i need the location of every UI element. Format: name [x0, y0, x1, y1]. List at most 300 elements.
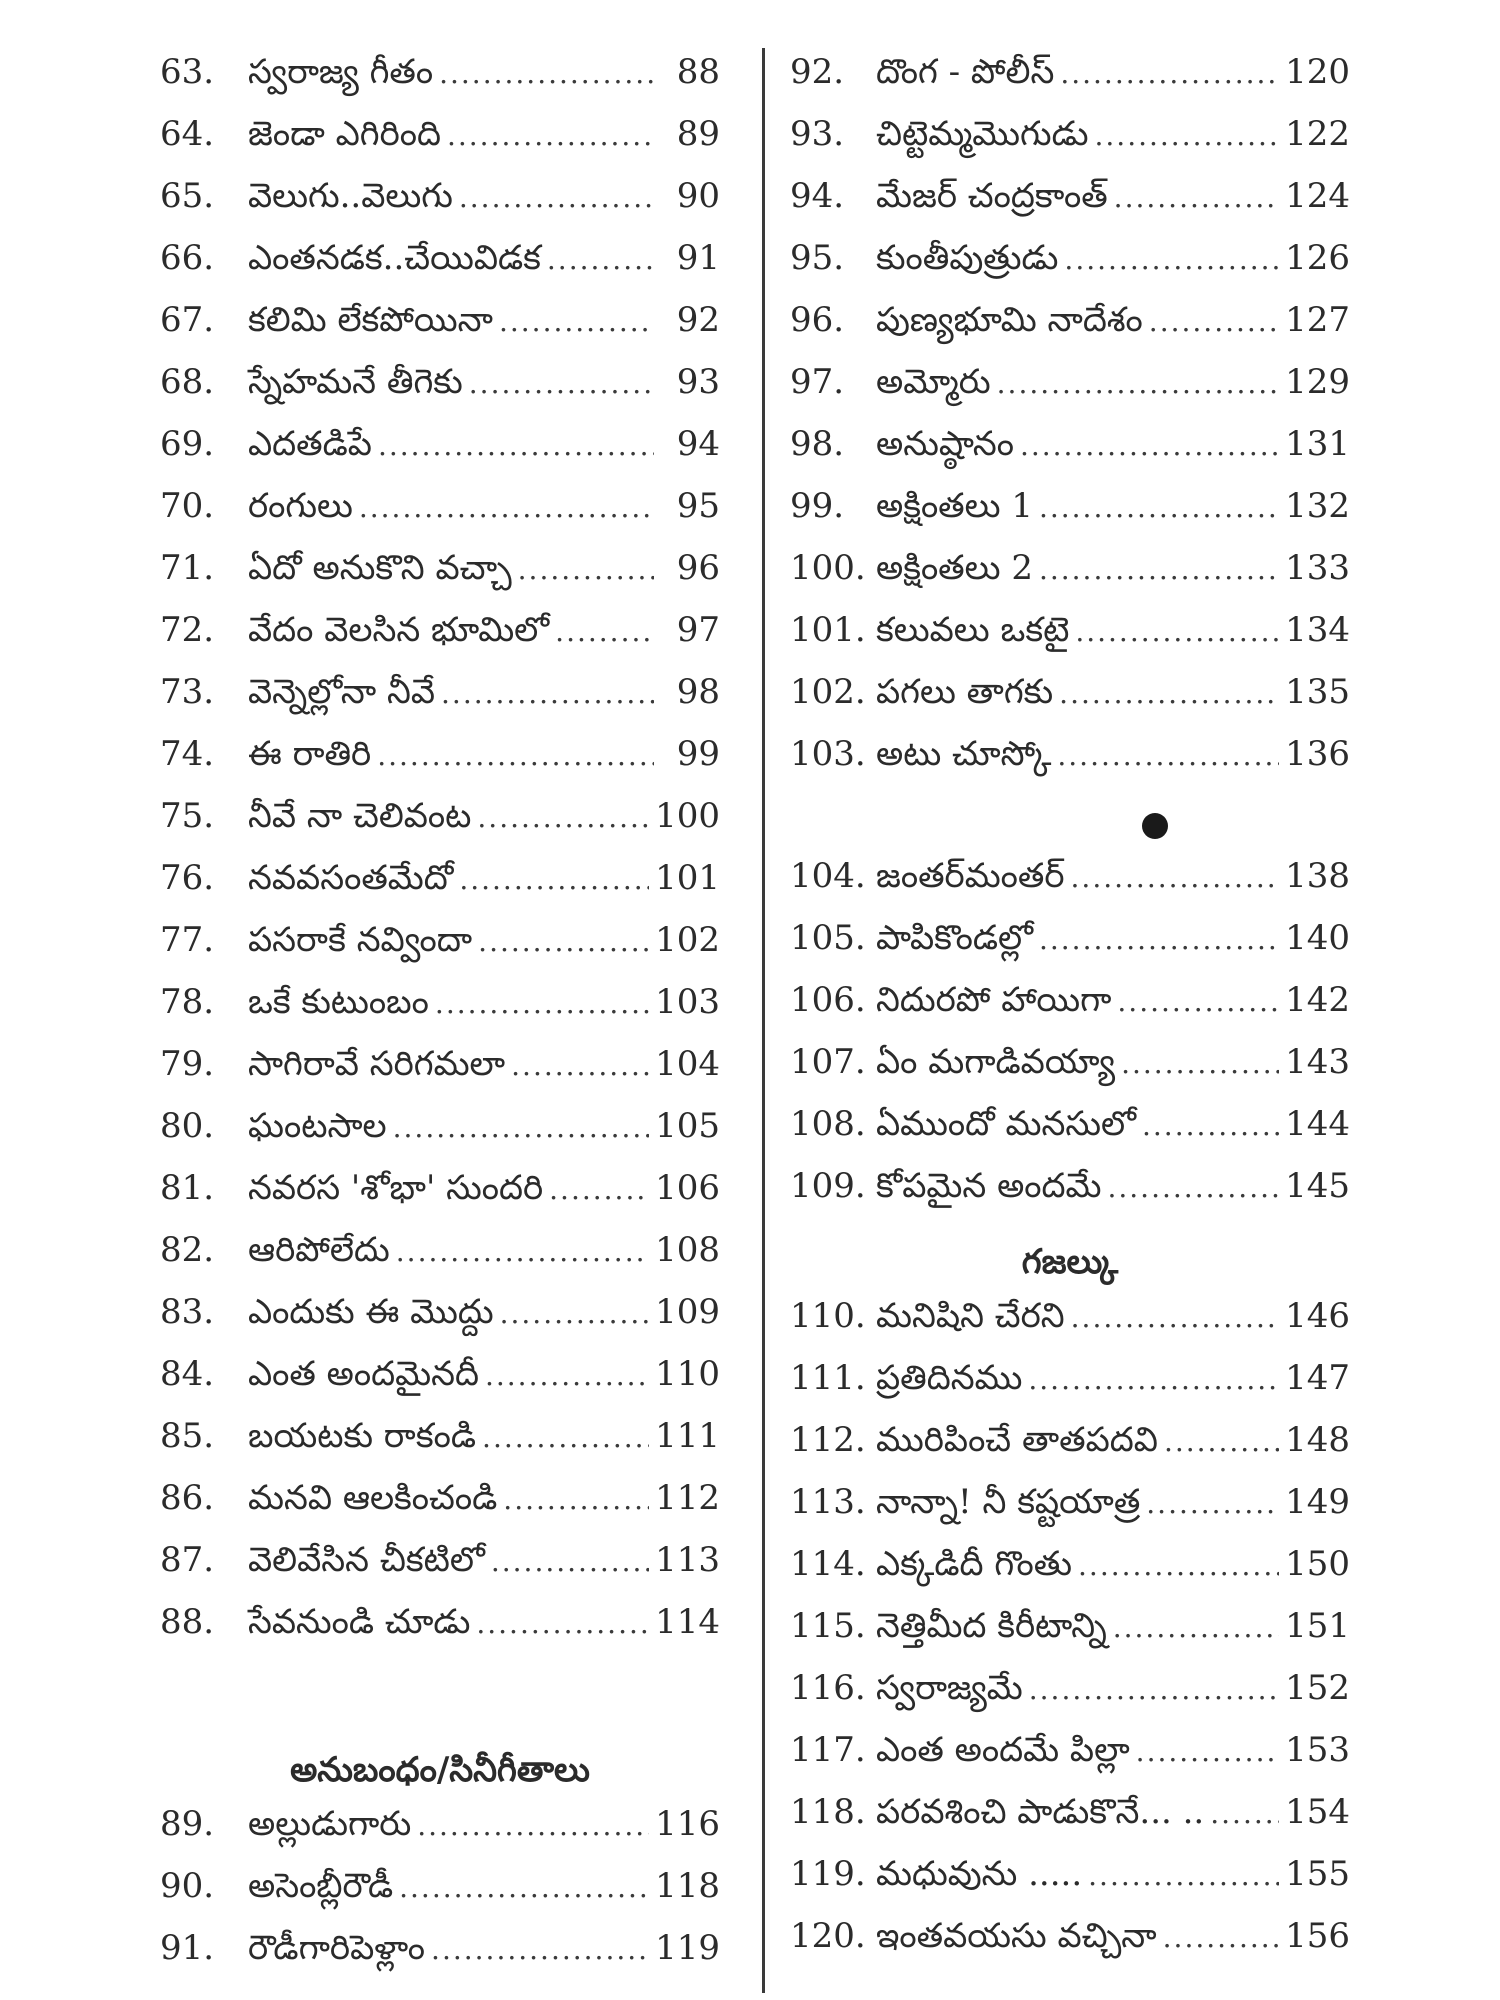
- entry-number: 104.: [790, 856, 866, 896]
- entry-title: కలువలు ఒకటై: [876, 610, 1070, 650]
- entry-number: 81.: [160, 1168, 215, 1208]
- entry-page-number: 143: [1285, 1042, 1350, 1082]
- toc-entry: [160, 548, 720, 610]
- entry-title: వెన్నెల్లోనా నీవే: [248, 672, 436, 712]
- dot-leader: [441, 677, 654, 710]
- toc-entry: [160, 52, 720, 114]
- toc-entry: [160, 610, 720, 672]
- entry-number: 118.: [790, 1792, 866, 1832]
- entry-page-number: 91: [676, 238, 720, 278]
- entry-page-number: 99: [676, 734, 720, 774]
- entry-page-number: 109: [655, 1292, 720, 1332]
- entry-number: 88.: [160, 1602, 215, 1642]
- entry-page-number: 113: [655, 1540, 720, 1580]
- entry-page-number: 131: [1285, 424, 1350, 464]
- entry-number: 73.: [160, 672, 215, 712]
- entry-title: అమ్మోరు: [876, 362, 991, 402]
- toc-entry: [790, 980, 1350, 1042]
- dot-leader: [482, 1421, 649, 1454]
- dot-leader: [1059, 677, 1279, 710]
- entry-page-number: 101: [655, 858, 720, 898]
- entry-title: అక్షింతలు 1: [876, 486, 1033, 526]
- entry-number: 107.: [790, 1042, 866, 1082]
- entry-title: నాన్నా! నీ కష్టయాత్ర: [876, 1482, 1141, 1522]
- entry-number: 66.: [160, 238, 215, 278]
- dot-leader: [1142, 1109, 1279, 1142]
- entry-page-number: 102: [655, 920, 720, 960]
- entry-number: 79.: [160, 1044, 215, 1084]
- entry-number: 67.: [160, 300, 215, 340]
- entry-title: ఎదతడిపే: [248, 424, 372, 464]
- right-entry-list: [790, 52, 1350, 796]
- entry-title: రంగులు: [248, 486, 353, 526]
- entry-number: 63.: [160, 52, 215, 92]
- toc-entry: [160, 1416, 720, 1478]
- toc-entry: [160, 672, 720, 734]
- entry-number: 70.: [160, 486, 215, 526]
- entry-page-number: 134: [1285, 610, 1350, 650]
- entry-title: సాగిరావే సరిగమలా: [248, 1044, 506, 1084]
- toc-entry: [160, 114, 720, 176]
- entry-number: 100.: [790, 548, 866, 588]
- entry-page-number: 122: [1285, 114, 1350, 154]
- dot-leader: [518, 553, 654, 586]
- toc-entry: [160, 1478, 720, 1540]
- entry-page-number: 90: [676, 176, 720, 216]
- dot-leader: [1136, 1735, 1279, 1768]
- entry-title: ఏముందో మనసులో: [876, 1104, 1136, 1144]
- toc-entry: [160, 1540, 720, 1602]
- entry-page-number: 144: [1285, 1104, 1350, 1144]
- dot-leader: [1210, 1797, 1279, 1830]
- toc-entry: [160, 1230, 720, 1292]
- entry-title: ఏదో అనుకొని వచ్చా: [248, 548, 512, 588]
- dot-leader: [431, 1933, 649, 1966]
- entry-title: మనిషిని చేరని: [876, 1296, 1065, 1336]
- entry-page-number: 93: [676, 362, 720, 402]
- entry-number: 93.: [790, 114, 845, 154]
- left-entry-list: [160, 52, 720, 1664]
- entry-number: 76.: [160, 858, 215, 898]
- dot-leader: [1071, 1301, 1279, 1334]
- dot-leader: [459, 181, 654, 214]
- entry-title: అటు చూస్కో: [876, 734, 1052, 774]
- entry-title: మనవి ఆలకించండి: [248, 1478, 498, 1518]
- dot-leader: [549, 1173, 649, 1206]
- entry-title: సేవనుండి చూడు: [248, 1602, 471, 1642]
- entry-number: 114.: [790, 1544, 866, 1584]
- film-songs-entry-list: [160, 1804, 720, 1990]
- toc-entry: [790, 424, 1350, 486]
- entry-title: నవరస 'శోభా' సుందరి: [248, 1168, 544, 1208]
- entry-title: నవవసంతమేదో: [248, 858, 454, 898]
- entry-number: 120.: [790, 1916, 866, 1956]
- toc-entry: [790, 1792, 1350, 1854]
- dot-leader: [1060, 57, 1279, 90]
- entry-title: స్నేహమనే తీగెకు: [248, 362, 463, 402]
- toc-entry: [160, 300, 720, 362]
- toc-entry: [790, 114, 1350, 176]
- entry-title: చిట్టెమ్మమొగుడు: [876, 114, 1089, 154]
- entry-number: 98.: [790, 424, 845, 464]
- entry-title: పరవశించి పాడుకొనే... ..: [876, 1792, 1205, 1832]
- toc-entry: [790, 52, 1350, 114]
- entry-number: 90.: [160, 1866, 215, 1906]
- toc-entry: [790, 1854, 1350, 1916]
- entry-number: 87.: [160, 1540, 215, 1580]
- toc-entry: [790, 362, 1350, 424]
- entry-page-number: 106: [655, 1168, 720, 1208]
- dot-leader: [1039, 491, 1279, 524]
- toc-entry: [790, 1668, 1350, 1730]
- entry-number: 115.: [790, 1606, 866, 1646]
- toc-entry: [160, 982, 720, 1044]
- dot-leader: [1149, 305, 1279, 338]
- entry-number: 85.: [160, 1416, 215, 1456]
- entry-title: జంతర్‌మంతర్: [876, 856, 1065, 896]
- entry-page-number: 155: [1285, 1854, 1350, 1894]
- toc-entry: [160, 920, 720, 982]
- entry-number: 119.: [790, 1854, 866, 1894]
- dot-leader: [500, 1297, 649, 1330]
- dot-leader: [1164, 1425, 1279, 1458]
- entry-title: వెలుగు..వెలుగు: [248, 176, 453, 216]
- toc-entry: [160, 486, 720, 548]
- entry-title: ఘంటసాల: [248, 1106, 387, 1146]
- toc-entry: [790, 486, 1350, 548]
- dot-leader: [359, 491, 654, 524]
- entry-number: 101.: [790, 610, 866, 650]
- entry-page-number: 140: [1285, 918, 1350, 958]
- entry-number: 117.: [790, 1730, 866, 1770]
- entry-page-number: 98: [676, 672, 720, 712]
- entry-title: జెండా ఎగిరింది: [248, 114, 441, 154]
- entry-page-number: 133: [1285, 548, 1350, 588]
- dot-leader: [1088, 1859, 1279, 1892]
- entry-title: కలిమి లేకపోయినా: [248, 300, 493, 340]
- toc-entry: [160, 1602, 720, 1664]
- toc-entry: [790, 1104, 1350, 1166]
- entry-number: 84.: [160, 1354, 215, 1394]
- entry-number: 80.: [160, 1106, 215, 1146]
- entry-page-number: 136: [1285, 734, 1350, 774]
- toc-entry: [790, 672, 1350, 734]
- toc-entry: [790, 1420, 1350, 1482]
- entry-page-number: 145: [1285, 1166, 1350, 1206]
- entry-page-number: 100: [655, 796, 720, 836]
- entry-title: ఎక్కడిదీ గొంతు: [876, 1544, 1073, 1584]
- dot-leader: [399, 1871, 649, 1904]
- dot-leader: [1095, 119, 1280, 152]
- dot-leader: [439, 57, 654, 90]
- dot-leader: [377, 739, 654, 772]
- dot-leader: [1078, 1549, 1279, 1582]
- toc-entry: [160, 1044, 720, 1106]
- entry-number: 69.: [160, 424, 215, 464]
- entry-title: ఎంత అందమైనదీ: [248, 1354, 479, 1394]
- entry-page-number: 111: [655, 1416, 720, 1456]
- dot-leader: [555, 615, 654, 648]
- entry-title: బయటకు రాకండి: [248, 1416, 477, 1456]
- entry-number: 77.: [160, 920, 215, 960]
- entry-number: 95.: [790, 238, 845, 278]
- toc-entry: [790, 1730, 1350, 1792]
- section-heading-film-songs: అనుబంధం/సినీగీతాలు: [290, 1750, 590, 1790]
- dot-leader: [499, 305, 654, 338]
- entry-title: స్వరాజ్యమే: [876, 1668, 1023, 1708]
- entry-number: 89.: [160, 1804, 215, 1844]
- toc-entry: [160, 858, 720, 920]
- dot-leader: [1039, 923, 1279, 956]
- entry-page-number: 89: [676, 114, 720, 154]
- entry-title: పసరాకే నవ్విందా: [248, 920, 473, 960]
- toc-entry: [790, 1916, 1350, 1978]
- entry-page-number: 154: [1285, 1792, 1350, 1832]
- toc-entry: [790, 176, 1350, 238]
- dot-leader: [1039, 553, 1279, 586]
- dot-leader: [478, 925, 649, 958]
- dot-leader: [1071, 861, 1280, 894]
- dot-leader: [393, 1111, 649, 1144]
- dot-leader: [459, 863, 649, 896]
- entry-title: నీవే నా చెలివంట: [248, 796, 472, 836]
- entry-page-number: 153: [1285, 1730, 1350, 1770]
- entry-page-number: 156: [1285, 1916, 1350, 1956]
- dot-leader: [1075, 615, 1279, 648]
- entry-page-number: 108: [655, 1230, 720, 1270]
- entry-title: కుంతీపుత్రుడు: [876, 238, 1059, 278]
- toc-entry: [790, 1358, 1350, 1420]
- dot-leader: [491, 1545, 649, 1578]
- entry-title: పుణ్యభూమి నాదేశం: [876, 300, 1143, 340]
- toc-entry: [790, 1544, 1350, 1606]
- entry-page-number: 118: [655, 1866, 720, 1906]
- entry-number: 72.: [160, 610, 215, 650]
- entry-page-number: 88: [676, 52, 720, 92]
- entry-title: ఎందుకు ఈ మొద్దు: [248, 1292, 494, 1332]
- entry-title: పాపికొండల్లో: [876, 918, 1033, 958]
- entry-title: ఏం మగాడివయ్యా: [876, 1042, 1116, 1082]
- section-bullet: [790, 796, 1350, 856]
- entry-page-number: 152: [1285, 1668, 1350, 1708]
- dot-leader: [447, 119, 654, 152]
- dot-leader: [1064, 243, 1279, 276]
- entry-number: 96.: [790, 300, 845, 340]
- entry-page-number: 96: [676, 548, 720, 588]
- entry-number: 94.: [790, 176, 845, 216]
- entry-title: వెలివేసిన చీకటిలో: [248, 1540, 485, 1580]
- entry-title: ప్రతిదినము: [876, 1358, 1023, 1398]
- entry-page-number: 150: [1285, 1544, 1350, 1584]
- entry-page-number: 129: [1285, 362, 1350, 402]
- entry-page-number: 92: [676, 300, 720, 340]
- entry-number: 112.: [790, 1420, 866, 1460]
- dot-leader: [997, 367, 1279, 400]
- entry-title: మధువును .....: [876, 1854, 1083, 1894]
- entry-number: 78.: [160, 982, 215, 1022]
- entry-number: 86.: [160, 1478, 215, 1518]
- entry-page-number: 104: [655, 1044, 720, 1084]
- entry-number: 97.: [790, 362, 845, 402]
- dot-leader: [511, 1049, 649, 1082]
- entry-page-number: 147: [1285, 1358, 1350, 1398]
- entry-number: 82.: [160, 1230, 215, 1270]
- entry-title: స్వరాజ్య గీతం: [248, 52, 434, 92]
- toc-entry: [790, 918, 1350, 980]
- entry-page-number: 119: [655, 1928, 720, 1968]
- toc-entry: [160, 362, 720, 424]
- toc-entry: [160, 424, 720, 486]
- entry-number: 113.: [790, 1482, 866, 1522]
- dot-leader: [547, 243, 654, 276]
- ghazals-entry-list: [790, 1296, 1350, 1978]
- entry-title: మేజర్ చంద్రకాంత్: [876, 176, 1108, 216]
- dot-leader: [1107, 1171, 1279, 1204]
- entry-number: 102.: [790, 672, 866, 712]
- column-divider: [762, 48, 765, 1993]
- entry-page-number: 112: [655, 1478, 720, 1518]
- entry-number: 106.: [790, 980, 866, 1020]
- dot-leader: [1028, 1363, 1279, 1396]
- toc-entry: [160, 1928, 720, 1990]
- dot-leader: [1057, 739, 1279, 772]
- toc-entry: [790, 856, 1350, 918]
- entry-page-number: 126: [1285, 238, 1350, 278]
- entry-page-number: 110: [655, 1354, 720, 1394]
- entry-page-number: 105: [655, 1106, 720, 1146]
- entry-page-number: 135: [1285, 672, 1350, 712]
- entry-page-number: 124: [1285, 176, 1350, 216]
- entry-number: 64.: [160, 114, 215, 154]
- dot-leader: [1114, 181, 1279, 214]
- entry-title: ఆరిపోలేదు: [248, 1230, 390, 1270]
- entry-title: మురిపించే తాతపదవి: [876, 1420, 1158, 1460]
- entry-page-number: 142: [1285, 980, 1350, 1020]
- dot-leader: [485, 1359, 649, 1392]
- entry-number: 108.: [790, 1104, 866, 1144]
- entry-number: 99.: [790, 486, 845, 526]
- entry-title: నెత్తిమీద కిరీటాన్ని: [876, 1606, 1107, 1646]
- entry-page-number: 95: [676, 486, 720, 526]
- toc-entry: [790, 1606, 1350, 1668]
- entry-page-number: 103: [655, 982, 720, 1022]
- toc-entry: [160, 1804, 720, 1866]
- toc-entry: [790, 1482, 1350, 1544]
- toc-entry: [790, 1166, 1350, 1228]
- entry-page-number: 120: [1285, 52, 1350, 92]
- entry-number: 74.: [160, 734, 215, 774]
- dot-leader: [435, 987, 649, 1020]
- entry-number: 71.: [160, 548, 215, 588]
- entry-title: ఇంతవయసు వచ్చినా: [876, 1916, 1157, 1956]
- toc-entry: [160, 734, 720, 796]
- entry-title: వేదం వెలసిన భూమిలో: [248, 610, 550, 650]
- dot-leader: [378, 429, 654, 462]
- entry-title: అల్లుడుగారు: [248, 1804, 412, 1844]
- toc-entry: [160, 1168, 720, 1230]
- dot-leader: [503, 1483, 649, 1516]
- entry-page-number: 97: [676, 610, 720, 650]
- section-spacer: [160, 1664, 720, 1736]
- entry-title: అనుష్ఠానం: [876, 424, 1014, 464]
- dot-leader: [1163, 1921, 1279, 1954]
- toc-entry: [790, 1042, 1350, 1104]
- section-heading-ghazals: గజల్కు: [1021, 1242, 1119, 1282]
- toc-entry: [160, 1866, 720, 1928]
- dot-leader: [1029, 1673, 1279, 1706]
- entry-title: ఎంతనడక..చేయివిడక: [248, 238, 541, 278]
- entry-page-number: 151: [1285, 1606, 1350, 1646]
- toc-entry: [790, 734, 1350, 796]
- dot-leader: [1146, 1487, 1279, 1520]
- entry-title: ఎంత అందమే పిల్లా: [876, 1730, 1130, 1770]
- toc-right-column: [790, 52, 1350, 1978]
- toc-entry: [790, 238, 1350, 300]
- entry-page-number: 148: [1285, 1420, 1350, 1460]
- entry-number: 65.: [160, 176, 215, 216]
- entry-page-number: 146: [1285, 1296, 1350, 1336]
- entry-title: కోపమైన అందమే: [876, 1166, 1102, 1206]
- entry-number: 111.: [790, 1358, 866, 1398]
- toc-entry: [160, 238, 720, 300]
- bullet-dot-icon: [1142, 813, 1168, 839]
- toc-left-column: [160, 52, 720, 1990]
- entry-title: నిదురపో హాయిగా: [876, 980, 1112, 1020]
- entry-page-number: 116: [655, 1804, 720, 1844]
- entry-page-number: 114: [655, 1602, 720, 1642]
- dot-leader: [1113, 1611, 1279, 1644]
- entry-page-number: 132: [1285, 486, 1350, 526]
- entry-number: 75.: [160, 796, 215, 836]
- entry-title: రౌడీగారిపెళ్లాం: [248, 1928, 426, 1968]
- entry-title: అక్షింతలు 2: [876, 548, 1033, 588]
- toc-entry: [790, 1296, 1350, 1358]
- entry-number: 68.: [160, 362, 215, 402]
- dot-leader: [1121, 1047, 1279, 1080]
- entry-number: 110.: [790, 1296, 866, 1336]
- entry-title: ఒకే కుటుంబం: [248, 982, 429, 1022]
- entry-title: దొంగ - పోలీస్: [876, 52, 1055, 92]
- entry-page-number: 94: [676, 424, 720, 464]
- toc-entry: [160, 1106, 720, 1168]
- entry-number: 116.: [790, 1668, 866, 1708]
- dot-leader: [469, 367, 654, 400]
- entry-page-number: 138: [1285, 856, 1350, 896]
- toc-entry: [790, 610, 1350, 672]
- dot-leader: [1117, 985, 1279, 1018]
- toc-entry: [160, 176, 720, 238]
- toc-entry: [790, 300, 1350, 362]
- entry-number: 109.: [790, 1166, 866, 1206]
- toc-entry: [160, 796, 720, 858]
- toc-entry: [790, 548, 1350, 610]
- entry-number: 91.: [160, 1928, 215, 1968]
- entry-number: 103.: [790, 734, 866, 774]
- entry-title: అసెంబ్లీరౌడీ: [248, 1866, 394, 1906]
- dot-leader: [476, 1607, 649, 1640]
- entry-number: 83.: [160, 1292, 215, 1332]
- dot-leader: [417, 1809, 649, 1842]
- entry-number: 105.: [790, 918, 866, 958]
- entry-page-number: 149: [1285, 1482, 1350, 1522]
- entry-title: ఈ రాతిరి: [248, 734, 372, 774]
- entry-number: 92.: [790, 52, 845, 92]
- dot-leader: [1020, 429, 1279, 462]
- toc-entry: [160, 1354, 720, 1416]
- dot-leader: [396, 1235, 649, 1268]
- bullet-entry-list: [790, 856, 1350, 1228]
- entry-page-number: 127: [1285, 300, 1350, 340]
